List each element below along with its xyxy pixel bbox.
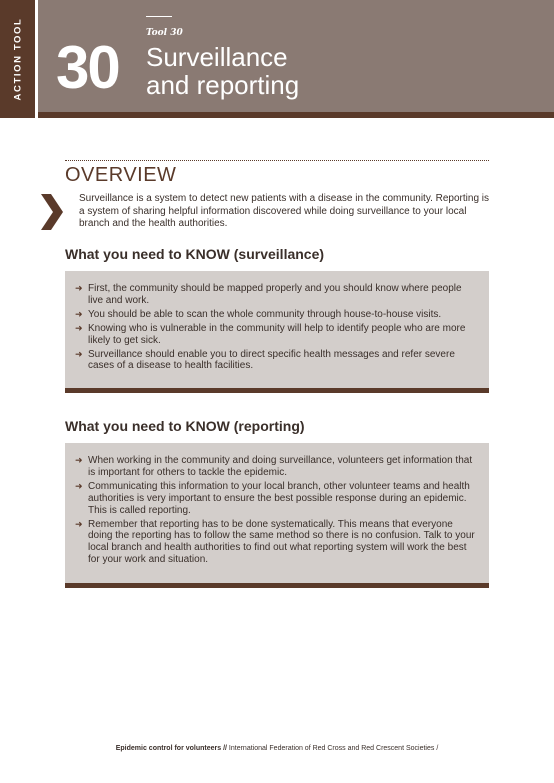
action-tool-tab	[0, 0, 35, 118]
list-item	[75, 519, 477, 567]
tool-label: Tool 30	[146, 28, 183, 38]
arrow-bullet-icon: ➜	[75, 322, 83, 333]
arrow-bullet-icon: ➜	[75, 348, 83, 359]
list-item-text: You should be able to scan the whole community through house-to-house visits.	[88, 308, 442, 320]
list-item-text: When working in the community and doing surveillance, volunteers get information that is important for others to tackle the epidemic.	[88, 455, 473, 478]
list-item-text: Communicating this information to your local branch, other volunteer teams and health authorities is very important to ensure the best possible response during an epidemic. This is called reporting.	[88, 480, 470, 516]
list-item-text: First, the community should be mapped properly and you should know where people live and work.	[88, 283, 462, 306]
arrow-bullet-icon: ➜	[75, 480, 83, 491]
arrow-bullet-icon: ➜	[75, 455, 83, 465]
title-rule	[146, 16, 172, 17]
list-item	[75, 455, 477, 479]
overview-text: Surveillance is a system to detect new patients with a disease in the community. Reporting is a system of sharing helpful information discovered while doing surveillance to your local branch and the health authorities.	[79, 193, 490, 229]
arrow-bullet-icon: ➜	[75, 518, 83, 529]
overview-heading: OVERVIEW	[65, 164, 177, 186]
dotted-divider	[65, 160, 489, 161]
footer-org: International Federation of Red Cross and Red Crescent Societies /	[226, 745, 439, 752]
tool-number: 30	[56, 34, 119, 101]
chevron-right-icon	[38, 192, 66, 232]
list-item	[75, 481, 477, 517]
surveillance-box	[65, 271, 489, 393]
list-item	[75, 323, 477, 347]
title-line-2: and reporting	[146, 70, 300, 100]
action-tool-label: ACTION TOOL	[12, 17, 23, 101]
arrow-bullet-icon: ➜	[75, 283, 83, 293]
surveillance-list	[75, 283, 477, 372]
list-item	[75, 349, 477, 373]
header-strip	[38, 112, 554, 118]
list-item-text: Remember that reporting has to be done systematically. This means that everyone doing the reporting has to follow the same method so there is no confusion. Talk to your local branch and health authorities to find out what reporting system will work the best for your work and situation.	[88, 518, 475, 566]
list-item	[75, 309, 477, 321]
footer-title: Epidemic control for volunteers //	[115, 745, 227, 752]
reporting-heading: What you need to KNOW (reporting)	[65, 418, 305, 434]
surveillance-heading: What you need to KNOW (surveillance)	[65, 246, 325, 262]
title-line-1: Surveillance	[146, 42, 288, 72]
list-item-text: Surveillance should enable you to direct specific health messages and refer severe cases of a disease to health facilities.	[88, 348, 455, 372]
list-item-text: Knowing who is vulnerable in the community will help to identify people who are more likely to get sick.	[88, 322, 466, 346]
reporting-box	[65, 443, 489, 588]
list-item	[75, 283, 477, 307]
page-title	[146, 43, 526, 99]
reporting-list	[75, 455, 477, 566]
page-footer	[0, 745, 554, 752]
arrow-bullet-icon: ➜	[75, 308, 83, 319]
